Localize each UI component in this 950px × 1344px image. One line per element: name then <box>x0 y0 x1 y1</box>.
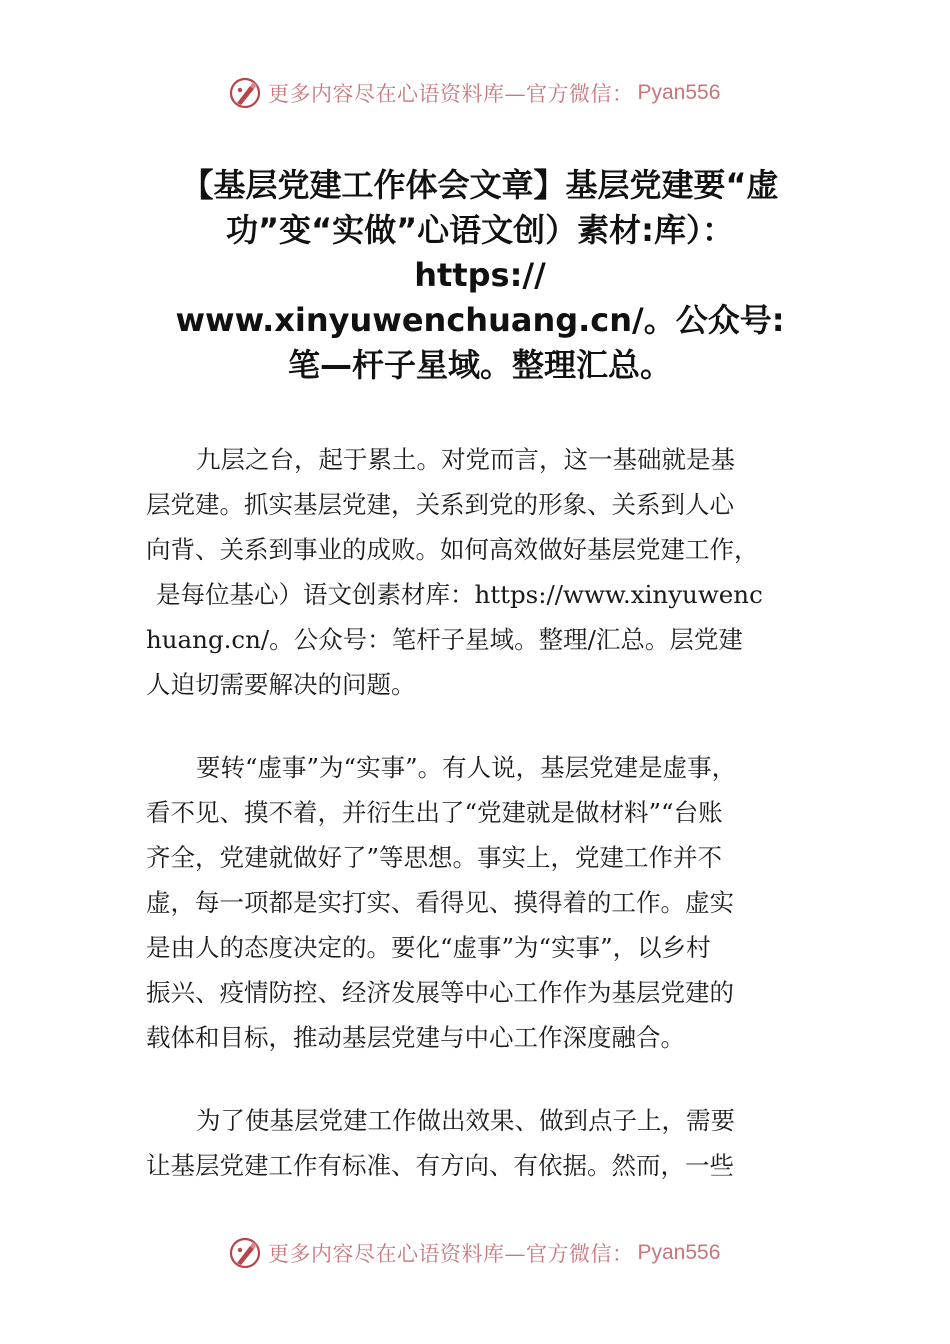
text-line: huang.cn/。公众号：笔杆子星域。整理/汇总。层党建 <box>146 625 743 654</box>
title-line: www.xinyuwenchuang.cn/。公众号: <box>175 301 785 339</box>
banner-text: 更多内容尽在心语资料库—官方微信： <box>268 82 634 106</box>
footer-banner <box>0 1228 950 1278</box>
title-line: https:// <box>414 256 546 294</box>
text-line: 层党建。抓实基层党建，关系到党的形象、关系到人心 <box>146 490 734 519</box>
text-line: 看不见、摸不着，并衍生出了“党建就是做材料”“台账 <box>146 798 723 827</box>
text-line: 为了使基层党建工作做出效果、做到点子上，需要 <box>196 1106 735 1135</box>
paragraph-2 <box>146 745 810 1060</box>
text-line: 虚，每一项都是实打实、看得见、摸得着的工作。虚实 <box>146 888 734 917</box>
text-line: 人迫切需要解决的问题。 <box>146 670 416 699</box>
wechat-id: Pyan556 <box>637 81 721 104</box>
paragraph-1 <box>146 437 810 707</box>
pen-nib-logo-icon <box>228 1236 262 1270</box>
banner-text: 更多内容尽在心语资料库—官方微信： <box>268 1242 634 1266</box>
title-line: 功”变“实做”心语文创）素材:库）： <box>226 211 734 249</box>
text-line: 是每位基心）语文创素材库：https://www.xinyuwenc <box>156 580 763 609</box>
text-line: 齐全，党建就做好了”等思想。事实上，党建工作并不 <box>146 843 723 872</box>
title-line: 【基层党建工作体会文章】基层党建要“虚 <box>181 166 779 204</box>
text-line: 九层之台，起于累土。对党而言，这一基础就是基 <box>196 445 735 474</box>
pen-nib-logo-icon <box>228 76 262 110</box>
text-line: 向背、关系到事业的成败。如何高效做好基层党建工作， <box>146 535 759 564</box>
header-banner <box>0 68 950 118</box>
title-line: 笔—杆子星域。整理汇总。 <box>287 346 672 384</box>
text-line: 让基层党建工作有标准、有方向、有依据。然而，一些 <box>146 1151 734 1180</box>
text-line: 载体和目标，推动基层党建与中心工作深度融合。 <box>146 1023 685 1052</box>
wechat-id: Pyan556 <box>637 1241 721 1264</box>
text-line: 振兴、疫情防控、经济发展等中心工作作为基层党建的 <box>146 978 734 1007</box>
text-line: 是由人的态度决定的。要化“虚事”为“实事”，以乡村 <box>146 933 711 962</box>
document-title <box>140 162 820 387</box>
paragraph-3 <box>146 1098 810 1188</box>
text-line: 要转“虚事”为“实事”。有人说，基层党建是虚事， <box>196 753 737 782</box>
